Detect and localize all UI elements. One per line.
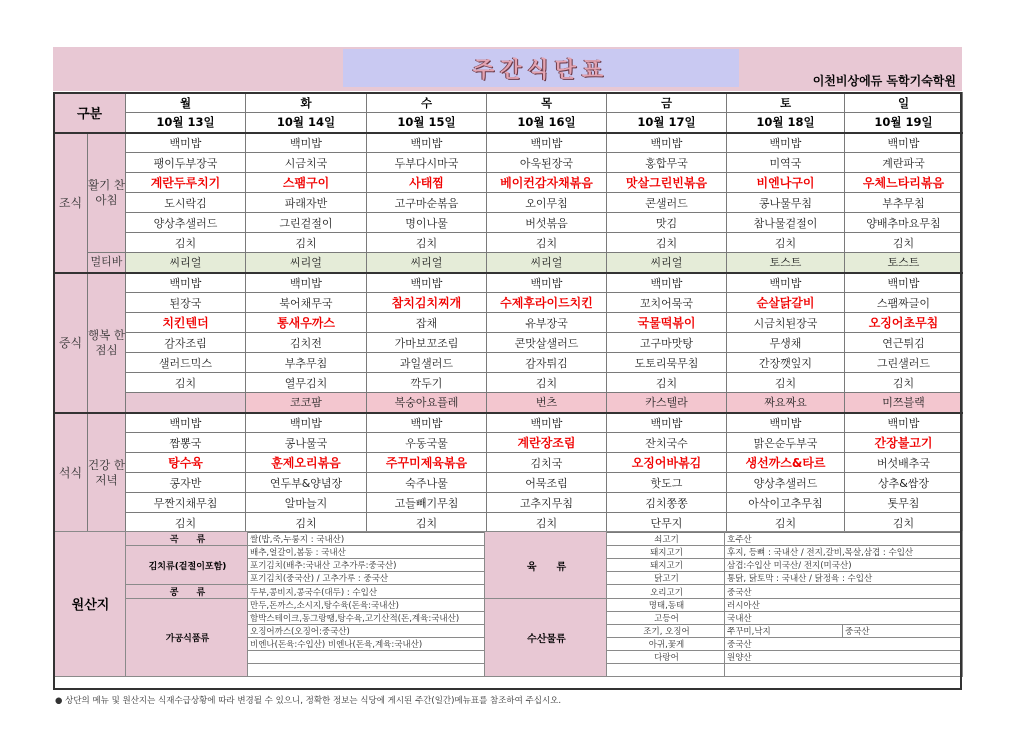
snack-item: 코코팜 [246,393,367,413]
snack-item: 번츠 [487,393,607,413]
menu-item: 오징어바볶김 [607,453,727,473]
menu-item: 짬뽕국 [126,433,246,453]
menu-item: 샐러드믹스 [126,353,246,373]
menu-item: 미역국 [727,153,845,173]
page-title: 주간식단표 [472,57,610,83]
origin-item-name: 돼지고기 [607,559,725,572]
menu-item: 계란두루치기 [126,173,246,193]
menu-item: 고들빼기무침 [367,493,487,513]
menu-item: 김치 [845,233,963,253]
menu-item: 알마늘지 [246,493,367,513]
menu-item: 도토리묵무침 [607,353,727,373]
menu-item: 핫도그 [607,473,727,493]
menu-item: 어묵조림 [487,473,607,493]
menu-item: 백미밥 [367,133,487,153]
header-date: 10월 14일 [246,113,367,133]
menu-item: 김치국 [487,453,607,473]
menu-item: 무생채 [727,333,845,353]
origin-detail: 오징어까스(오징어:중국산) [248,625,485,638]
menu-item: 상추&쌈장 [845,473,963,493]
menu-item: 잡채 [367,313,487,333]
menu-item: 열무김치 [246,373,367,393]
menu-item: 우체느타리볶음 [845,173,963,193]
origin-detail: 쌀(밥,죽,누룽지 : 국내산) [248,532,485,546]
menu-item: 김치 [727,513,845,533]
menu-item: 김치 [367,513,487,533]
menu-item: 스팸짜글이 [845,293,963,313]
origin-item-name: 아귀,꽃게 [607,638,725,651]
multibar-item: 씨리얼 [126,253,246,273]
menu-item: 베이컨감자채볶음 [487,173,607,193]
menu-item: 김치 [845,513,963,533]
title-bar [53,47,962,91]
menu-item: 감자조림 [126,333,246,353]
header-day: 월 [126,93,246,113]
menu-item: 백미밥 [487,133,607,153]
menu-item: 백미밥 [727,413,845,433]
header-day: 수 [367,93,487,113]
weekly-menu-table [53,92,963,533]
menu-item: 콩자반 [126,473,246,493]
origin-detail: 포기김치(중국산) / 고추가루 : 중국산 [248,572,485,585]
menu-item: 비엔나구이 [727,173,845,193]
origin-item-name: 명태,동태 [607,599,725,612]
menu-item: 통새우까스 [246,313,367,333]
menu-item: 팽이두부장국 [126,153,246,173]
origin-label: 원산지 [54,532,126,677]
origin-item-name: 오리고기 [607,585,725,599]
origin-item-origin: 삼겹:수입산 미국산/ 전지(미국산) [725,559,963,572]
menu-item: 양상추샐러드 [126,213,246,233]
school-name: 이천비상에듀 독학기숙학원 [812,74,956,88]
origin-item-name: 다랑어 [607,651,725,664]
origin-detail: 만두,돈까스,소시지,탕수육(돈육:국내산) [248,599,485,612]
menu-item: 김치 [126,373,246,393]
origin-item-name: 닭고기 [607,572,725,585]
origin-detail [248,651,485,664]
origin-category: 콩 류 [126,585,248,599]
menu-item: 깍두기 [367,373,487,393]
dinner-sub-label: 건강 한 저녁 [88,413,126,533]
menu-item: 김치 [727,373,845,393]
menu-item: 백미밥 [367,273,487,293]
menu-item: 백미밥 [246,133,367,153]
header-gubun: 구분 [54,93,126,133]
menu-item: 백미밥 [487,273,607,293]
menu-item: 탕수육 [126,453,246,473]
header-day: 화 [246,93,367,113]
menu-item: 연근튀김 [845,333,963,353]
origin-item-origin: 후지, 등뼈 : 국내산 / 전지,갈비,목살,삼겹 : 수입산 [725,546,963,559]
menu-item: 콘샐러드 [607,193,727,213]
multibar-item: 씨리얼 [487,253,607,273]
title-box [343,49,739,87]
menu-item: 된장국 [126,293,246,313]
menu-item: 양배추마요무침 [845,213,963,233]
menu-item: 백미밥 [126,413,246,433]
menu-item: 백미밥 [845,413,963,433]
menu-item: 톳무침 [845,493,963,513]
menu-item: 순살닭갈비 [727,293,845,313]
menu-item: 훈제오리볶음 [246,453,367,473]
origin-detail: 배추,얼갈이,봄동 : 국내산 [248,546,485,559]
menu-item: 그린겉절이 [246,213,367,233]
menu-item: 김치 [727,233,845,253]
origin-item-origin: 호주산 [725,532,963,546]
menu-item: 과일샐러드 [367,353,487,373]
menu-item: 사태찜 [367,173,487,193]
menu-item: 꼬치어묵국 [607,293,727,313]
multibar-item: 토스트 [727,253,845,273]
menu-item: 연두부&양념장 [246,473,367,493]
origin-item-origin: 중국산 [725,585,963,599]
menu-item: 김치 [845,373,963,393]
menu-item: 계란장조림 [487,433,607,453]
header-date: 10월 16일 [487,113,607,133]
origin-item-name: 고등어 [607,612,725,625]
menu-item: 백미밥 [845,133,963,153]
snack-item: 카스텔라 [607,393,727,413]
menu-item: 가마보꼬조림 [367,333,487,353]
origin-detail: 함박스테이크,동그랑땡,탕수육,고기산적(돈,계육:국내산) [248,612,485,625]
menu-item: 김치 [126,513,246,533]
menu-item: 계란파국 [845,153,963,173]
origin-item-origin: 원양산 [725,651,963,664]
menu-item: 백미밥 [845,273,963,293]
origin-item-origin [725,664,963,677]
snack-item: 미쯔블랙 [845,393,963,413]
origin-item-name: 쇠고기 [607,532,725,546]
menu-item: 콩나물국 [246,433,367,453]
origin-detail: 두부,콩비지,콩국수(대두) : 수입산 [248,585,485,599]
menu-item: 시금치국 [246,153,367,173]
footnote: ● 상단의 메뉴 및 원산지는 식재수급상황에 따라 변경될 수 있으니, 정확한 정보는 식당에 게시된 주간(일간)메뉴표를 참조하여 주십시오. [55,696,562,706]
menu-item: 맑은순두부국 [727,433,845,453]
menu-item: 간장불고기 [845,433,963,453]
menu-item: 김치 [246,513,367,533]
multibar-item: 토스트 [845,253,963,273]
menu-item: 맛김 [607,213,727,233]
header-date: 10월 15일 [367,113,487,133]
menu-item: 맛살그린빈볶음 [607,173,727,193]
menu-item: 백미밥 [126,273,246,293]
meat-label: 육 류 [485,532,607,599]
menu-item: 국물떡볶이 [607,313,727,333]
origin-item-name: 조기, 오징어 [607,625,725,638]
menu-item: 백미밥 [246,413,367,433]
menu-item: 단무지 [607,513,727,533]
origin-item-origin: 중국산 [725,638,963,651]
menu-item: 백미밥 [607,133,727,153]
lunch-label: 중식 [54,273,88,413]
header-date: 10월 17일 [607,113,727,133]
origin-table [53,531,963,677]
origin-item-origin: 국내산 [725,612,963,625]
menu-item: 오이무침 [487,193,607,213]
menu-item: 그린샐러드 [845,353,963,373]
menu-item: 오징어초무침 [845,313,963,333]
menu-item: 감자튀김 [487,353,607,373]
header-date: 10월 18일 [727,113,845,133]
breakfast-label: 조식 [54,133,88,273]
menu-item: 무짠지채무침 [126,493,246,513]
menu-item: 고구마맛탕 [607,333,727,353]
menu-item: 주꾸미제육볶음 [367,453,487,473]
menu-item: 우동국물 [367,433,487,453]
snack-item: 복숭아요플레 [367,393,487,413]
menu-item: 김치 [246,233,367,253]
origin-detail [248,664,485,677]
menu-item: 백미밥 [727,133,845,153]
menu-item: 생선까스&타르 [727,453,845,473]
menu-item: 고추지무침 [487,493,607,513]
menu-item: 김치 [607,233,727,253]
menu-item: 수제후라이드치킨 [487,293,607,313]
origin-item-origin: 쭈꾸미,낙지 [725,625,843,638]
menu-item: 김치 [487,233,607,253]
header-day: 토 [727,93,845,113]
breakfast-sub-label: 활기 찬 아침 [88,133,126,253]
snack-item: 짜요짜요 [727,393,845,413]
header-day: 일 [845,93,963,113]
menu-item: 김치 [367,233,487,253]
snack-label [126,393,246,413]
lunch-sub-label: 행복 한 점심 [88,273,126,413]
menu-item: 명이나물 [367,213,487,233]
dinner-label: 석식 [54,413,88,533]
menu-item: 숙주나물 [367,473,487,493]
multibar-item: 씨리얼 [607,253,727,273]
origin-item-origin: 러시아산 [725,599,963,612]
menu-item: 북어채무국 [246,293,367,313]
menu-item: 유부장국 [487,313,607,333]
menu-item: 아욱된장국 [487,153,607,173]
menu-item: 잔치국수 [607,433,727,453]
menu-item: 김치 [607,373,727,393]
header-day: 금 [607,93,727,113]
menu-item: 김치쫑쫑 [607,493,727,513]
menu-item: 백미밥 [487,413,607,433]
menu-item: 치킨텐더 [126,313,246,333]
menu-item: 백미밥 [727,273,845,293]
menu-item: 버섯볶음 [487,213,607,233]
multibar-item: 씨리얼 [367,253,487,273]
menu-item: 스팸구이 [246,173,367,193]
menu-item: 부추무침 [246,353,367,373]
origin-item-origin: 중국산 [843,625,963,638]
menu-item: 부추무침 [845,193,963,213]
menu-item: 파래자반 [246,193,367,213]
header-day: 목 [487,93,607,113]
menu-item: 아삭이고추무침 [727,493,845,513]
menu-item: 참나물겉절이 [727,213,845,233]
menu-item: 백미밥 [607,273,727,293]
menu-item: 두부다시마국 [367,153,487,173]
origin-category: 김치류(겉절이포함) [126,546,248,585]
menu-item: 버섯배추국 [845,453,963,473]
origin-detail: 포기김치(배추:국내산 고추가루:중국산) [248,559,485,572]
origin-category: 가공식품류 [126,599,248,677]
menu-item: 백미밥 [607,413,727,433]
origin-item-origin: 통닭, 닭토막 : 국내산 / 닭정육 : 수입산 [725,572,963,585]
menu-item: 김치 [487,513,607,533]
menu-item: 김치전 [246,333,367,353]
menu-item: 간장깻잎지 [727,353,845,373]
menu-item: 도시락김 [126,193,246,213]
menu-item: 시금치된장국 [727,313,845,333]
menu-item: 백미밥 [367,413,487,433]
seafood-label: 수산물류 [485,599,607,677]
menu-item: 콘맛살샐러드 [487,333,607,353]
origin-item-name [607,664,725,677]
menu-item: 참치김치찌개 [367,293,487,313]
header-date: 10월 13일 [126,113,246,133]
menu-item: 김치 [126,233,246,253]
menu-item: 홍합무국 [607,153,727,173]
origin-category: 곡 류 [126,532,248,546]
menu-item: 백미밥 [246,273,367,293]
origin-detail: 비엔나(돈육:수입산) 비엔나(돈육,계육:국내산) [248,638,485,651]
menu-item: 백미밥 [126,133,246,153]
menu-item: 콩나물무침 [727,193,845,213]
menu-item: 고구마순볶음 [367,193,487,213]
origin-item-name: 돼지고기 [607,546,725,559]
menu-item: 양상추샐러드 [727,473,845,493]
multibar-label: 멀티바 [88,253,126,273]
header-date: 10월 19일 [845,113,963,133]
menu-item: 김치 [487,373,607,393]
multibar-item: 씨리얼 [246,253,367,273]
